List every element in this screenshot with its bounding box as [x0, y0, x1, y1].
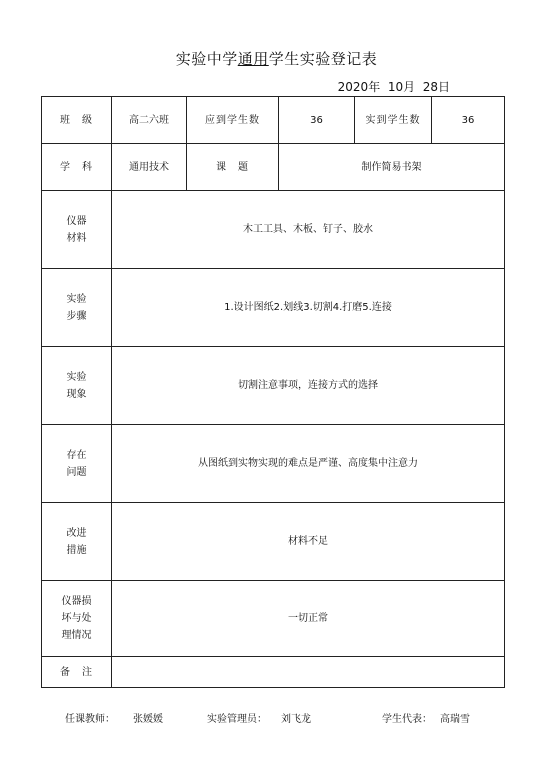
phenomena-label-line2: 现象: [66, 388, 87, 400]
topic-label: 课 题: [187, 144, 279, 191]
title-prefix: 实验中学: [175, 50, 238, 68]
remarks-value[interactable]: [112, 657, 505, 688]
admin-label: 实验管理员：: [207, 714, 267, 725]
improvement-label-line2: 措施: [66, 544, 87, 556]
remarks-label: 备 注: [42, 657, 112, 688]
damage-label-line1: 仪器损: [61, 596, 92, 607]
issues-label-line2: 问题: [66, 466, 87, 478]
table-row-subject: [42, 144, 505, 191]
phenomena-value[interactable]: 切割注意事项，连接方式的选择: [112, 347, 505, 425]
equipment-label-line1: 仪器: [66, 215, 87, 227]
table-row-equipment: [42, 191, 505, 269]
record-date: 2020年 10月 28日: [337, 80, 450, 94]
table-row-damage: [42, 581, 505, 657]
damage-value[interactable]: 一切正常: [112, 581, 505, 657]
damage-label-line3: 理情况: [61, 630, 92, 641]
equipment-value[interactable]: 木工工具、木板、钉子、胶水: [112, 191, 505, 269]
teacher-label: 任课教师：: [65, 714, 115, 725]
title-underlined-subject: 通用: [237, 50, 269, 68]
actual-students-value[interactable]: 36: [432, 97, 505, 144]
class-value[interactable]: 高二六班: [112, 97, 187, 144]
improvement-value[interactable]: 材料不足: [112, 503, 505, 581]
expected-students-value[interactable]: 36: [279, 97, 355, 144]
issues-value[interactable]: 从图纸到实物实现的难点是严谨、高度集中注意力: [112, 425, 505, 503]
topic-value[interactable]: 制作简易书架: [279, 144, 505, 191]
table-row-class: [42, 97, 505, 144]
title-suffix: 学生实验登记表: [268, 50, 378, 68]
damage-label-line2: 坏与处: [61, 613, 92, 624]
phenomena-label-line1: 实验: [66, 371, 87, 383]
phenomena-label: [42, 347, 112, 425]
teacher-name: 张媛媛: [133, 714, 163, 725]
subject-label: 学 科: [42, 144, 112, 191]
table-row-remarks: [42, 657, 505, 688]
subject-value[interactable]: 通用技术: [112, 144, 187, 191]
class-label: 班 级: [42, 97, 112, 144]
page-title: [0, 48, 553, 69]
signature-footer: [0, 710, 553, 726]
equipment-label-line2: 材料: [66, 232, 87, 244]
actual-students-label: 实到学生数: [355, 97, 432, 144]
table-row-issues: [42, 425, 505, 503]
equipment-label: [42, 191, 112, 269]
improvement-label: [42, 503, 112, 581]
registration-form-table: [41, 96, 505, 688]
student-rep-label: 学生代表：: [382, 714, 432, 725]
improvement-label-line1: 改进: [66, 527, 87, 539]
table-row-improvement: [42, 503, 505, 581]
table-row-steps: [42, 269, 505, 347]
damage-label: [42, 581, 112, 657]
issues-label: [42, 425, 112, 503]
admin-name: 刘飞龙: [281, 714, 311, 725]
student-rep-name: 高瑞雪: [440, 714, 470, 725]
table-row-phenomena: [42, 347, 505, 425]
steps-label: [42, 269, 112, 347]
steps-label-line2: 步骤: [66, 310, 87, 322]
expected-students-label: 应到学生数: [187, 97, 279, 144]
steps-value[interactable]: 1.设计图纸2.划线3.切割4.打磨5.连接: [112, 269, 505, 347]
issues-label-line1: 存在: [66, 449, 87, 461]
steps-label-line1: 实验: [66, 293, 87, 305]
